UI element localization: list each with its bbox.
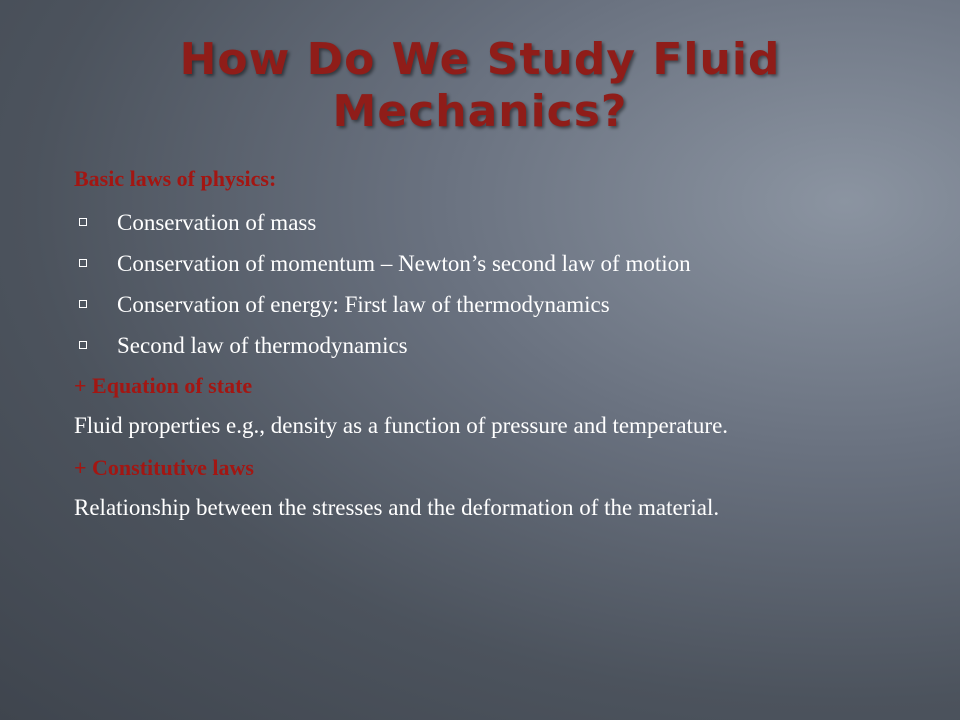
heading-equation-of-state: + Equation of state bbox=[74, 373, 253, 398]
bullet-text: Conservation of energy: First law of thermodynamics bbox=[117, 292, 610, 317]
title-line-2: Mechanics? bbox=[332, 86, 628, 137]
bullet-item bbox=[74, 248, 940, 280]
square-bullet-icon bbox=[79, 259, 87, 267]
paragraph-relationship: Relationship between the stresses and the deformation of the material. bbox=[74, 495, 720, 520]
slide-title bbox=[120, 34, 840, 138]
title-line-1: How Do We Study Fluid bbox=[179, 34, 781, 85]
bullet-text: Conservation of momentum – Newton’s second law of motion bbox=[117, 251, 691, 276]
heading-constitutive-laws: + Constitutive laws bbox=[74, 455, 254, 480]
square-bullet-icon bbox=[79, 341, 87, 349]
bullet-text: Second law of thermodynamics bbox=[117, 333, 408, 358]
square-bullet-icon bbox=[79, 300, 87, 308]
bullet-text: Conservation of mass bbox=[117, 210, 317, 235]
square-bullet-icon bbox=[79, 218, 87, 226]
bullet-item bbox=[74, 289, 940, 321]
bullet-item bbox=[74, 330, 940, 362]
heading-basic-laws: Basic laws of physics: bbox=[74, 166, 277, 191]
paragraph-fluid-properties: Fluid properties e.g., density as a function of pressure and temperature. bbox=[74, 413, 729, 438]
slide-content bbox=[74, 165, 940, 536]
bullet-list bbox=[74, 207, 940, 362]
bullet-item bbox=[74, 207, 940, 239]
